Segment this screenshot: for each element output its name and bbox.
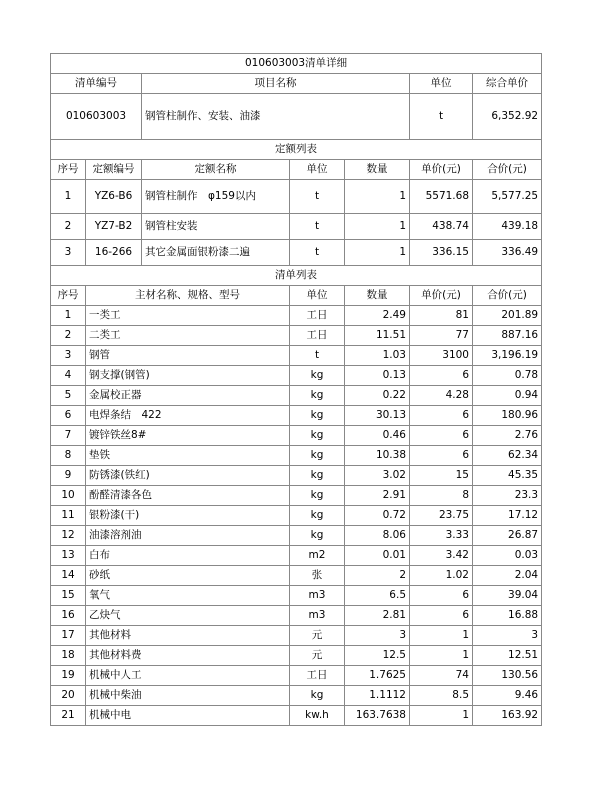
material-row [51, 606, 542, 626]
material-price: 3.42 [410, 546, 473, 566]
quota-qty: 1 [345, 240, 410, 266]
material-no: 9 [51, 466, 86, 486]
bill-unit: t [410, 94, 473, 140]
material-no-header: 序号 [51, 286, 86, 306]
table-title: 010603003清单详细 [51, 54, 542, 74]
material-price: 15 [410, 466, 473, 486]
material-name: 机械中电 [86, 706, 290, 726]
material-row [51, 566, 542, 586]
material-name: 乙炔气 [86, 606, 290, 626]
quota-name: 其它金属面银粉漆二遍 [142, 240, 290, 266]
material-name: 其他材料费 [86, 646, 290, 666]
material-name: 其他材料 [86, 626, 290, 646]
material-no: 2 [51, 326, 86, 346]
material-qty: 6.5 [345, 586, 410, 606]
quota-total-header: 合价(元) [473, 160, 542, 180]
material-total: 16.88 [473, 606, 542, 626]
quota-name-header: 定额名称 [142, 160, 290, 180]
material-name: 机械中人工 [86, 666, 290, 686]
material-no: 1 [51, 306, 86, 326]
quota-price: 438.74 [410, 214, 473, 240]
material-total: 0.94 [473, 386, 542, 406]
material-no: 10 [51, 486, 86, 506]
material-no: 12 [51, 526, 86, 546]
quota-name: 钢管柱安装 [142, 214, 290, 240]
material-unit: m2 [290, 546, 345, 566]
material-total-header: 合价(元) [473, 286, 542, 306]
bill-price-header: 综合单价 [473, 74, 542, 94]
material-name: 砂纸 [86, 566, 290, 586]
material-row [51, 486, 542, 506]
material-name: 镀锌铁丝8# [86, 426, 290, 446]
material-no: 14 [51, 566, 86, 586]
material-total: 0.78 [473, 366, 542, 386]
bill-detail-table [50, 53, 542, 726]
material-unit: m3 [290, 606, 345, 626]
material-qty: 0.13 [345, 366, 410, 386]
material-total: 2.04 [473, 566, 542, 586]
material-no: 5 [51, 386, 86, 406]
material-unit: kg [290, 386, 345, 406]
material-row [51, 626, 542, 646]
material-total: 3,196.19 [473, 346, 542, 366]
quota-unit-header: 单位 [290, 160, 345, 180]
material-no: 13 [51, 546, 86, 566]
material-total: 26.87 [473, 526, 542, 546]
material-no: 3 [51, 346, 86, 366]
material-no: 6 [51, 406, 86, 426]
material-total: 12.51 [473, 646, 542, 666]
material-qty: 10.38 [345, 446, 410, 466]
material-qty: 8.06 [345, 526, 410, 546]
material-unit: kg [290, 506, 345, 526]
quota-total: 439.18 [473, 214, 542, 240]
material-name: 银粉漆(干) [86, 506, 290, 526]
material-no: 11 [51, 506, 86, 526]
material-unit: kg [290, 486, 345, 506]
quota-no: 3 [51, 240, 86, 266]
material-price: 6 [410, 406, 473, 426]
material-qty: 3.02 [345, 466, 410, 486]
material-row [51, 386, 542, 406]
material-row [51, 646, 542, 666]
material-qty: 0.46 [345, 426, 410, 446]
material-no: 21 [51, 706, 86, 726]
quota-code: YZ6-B6 [86, 180, 142, 214]
quota-price-header: 单价(元) [410, 160, 473, 180]
material-qty: 2.81 [345, 606, 410, 626]
bill-price: 6,352.92 [473, 94, 542, 140]
material-qty: 3 [345, 626, 410, 646]
material-price: 6 [410, 606, 473, 626]
material-no: 15 [51, 586, 86, 606]
material-qty: 11.51 [345, 326, 410, 346]
material-total: 3 [473, 626, 542, 646]
quota-unit: t [290, 214, 345, 240]
quota-code: YZ7-B2 [86, 214, 142, 240]
material-total: 45.35 [473, 466, 542, 486]
material-qty: 30.13 [345, 406, 410, 426]
material-no: 20 [51, 686, 86, 706]
material-unit: 工日 [290, 666, 345, 686]
material-no: 18 [51, 646, 86, 666]
quota-unit: t [290, 180, 345, 214]
bill-unit-header: 单位 [410, 74, 473, 94]
material-unit-header: 单位 [290, 286, 345, 306]
material-no: 16 [51, 606, 86, 626]
material-no: 17 [51, 626, 86, 646]
material-section-title: 清单列表 [51, 266, 542, 286]
material-price: 6 [410, 366, 473, 386]
material-price: 6 [410, 446, 473, 466]
material-qty: 0.72 [345, 506, 410, 526]
quota-total: 336.49 [473, 240, 542, 266]
material-unit: kw.h [290, 706, 345, 726]
material-row [51, 426, 542, 446]
material-qty: 2 [345, 566, 410, 586]
material-total: 163.92 [473, 706, 542, 726]
material-unit: kg [290, 446, 345, 466]
material-name: 酚醛清漆各色 [86, 486, 290, 506]
material-total: 887.16 [473, 326, 542, 346]
material-total: 130.56 [473, 666, 542, 686]
material-no: 4 [51, 366, 86, 386]
material-price: 8 [410, 486, 473, 506]
material-total: 201.89 [473, 306, 542, 326]
material-price: 4.28 [410, 386, 473, 406]
material-unit: m3 [290, 586, 345, 606]
material-row [51, 586, 542, 606]
bill-name-header: 项目名称 [142, 74, 410, 94]
material-total: 17.12 [473, 506, 542, 526]
quota-price: 336.15 [410, 240, 473, 266]
material-row [51, 506, 542, 526]
material-total: 0.03 [473, 546, 542, 566]
material-price: 3100 [410, 346, 473, 366]
material-price: 1 [410, 646, 473, 666]
material-qty: 1.7625 [345, 666, 410, 686]
material-qty-header: 数量 [345, 286, 410, 306]
material-qty: 12.5 [345, 646, 410, 666]
material-row [51, 546, 542, 566]
material-name: 电焊条结 422 [86, 406, 290, 426]
material-name: 防锈漆(铁红) [86, 466, 290, 486]
material-price: 23.75 [410, 506, 473, 526]
material-unit: 工日 [290, 326, 345, 346]
material-qty: 1.03 [345, 346, 410, 366]
material-qty: 2.91 [345, 486, 410, 506]
quota-name: 钢管柱制作 φ159以内 [142, 180, 290, 214]
quota-unit: t [290, 240, 345, 266]
material-qty: 0.01 [345, 546, 410, 566]
material-total: 180.96 [473, 406, 542, 426]
material-name: 一类工 [86, 306, 290, 326]
material-no: 19 [51, 666, 86, 686]
material-total: 23.3 [473, 486, 542, 506]
material-total: 62.34 [473, 446, 542, 466]
material-qty: 0.22 [345, 386, 410, 406]
material-price: 74 [410, 666, 473, 686]
material-total: 9.46 [473, 686, 542, 706]
quota-qty: 1 [345, 214, 410, 240]
material-row [51, 466, 542, 486]
material-unit: kg [290, 406, 345, 426]
material-unit: kg [290, 426, 345, 446]
material-price: 6 [410, 586, 473, 606]
material-qty: 2.49 [345, 306, 410, 326]
material-row [51, 446, 542, 466]
material-name: 钢支撑(钢管) [86, 366, 290, 386]
material-unit: 工日 [290, 306, 345, 326]
material-qty: 163.7638 [345, 706, 410, 726]
material-no: 8 [51, 446, 86, 466]
quota-no-header: 序号 [51, 160, 86, 180]
material-price: 1 [410, 626, 473, 646]
material-row [51, 686, 542, 706]
material-unit: kg [290, 526, 345, 546]
material-unit: 张 [290, 566, 345, 586]
quota-qty: 1 [345, 180, 410, 214]
quota-section-title: 定额列表 [51, 140, 542, 160]
material-unit: 元 [290, 646, 345, 666]
material-name: 氧气 [86, 586, 290, 606]
material-name: 垫铁 [86, 446, 290, 466]
material-row [51, 346, 542, 366]
material-price: 3.33 [410, 526, 473, 546]
material-total: 39.04 [473, 586, 542, 606]
material-unit: 元 [290, 626, 345, 646]
material-price-header: 单价(元) [410, 286, 473, 306]
material-row [51, 366, 542, 386]
material-price: 81 [410, 306, 473, 326]
bill-code: 010603003 [51, 94, 142, 140]
quota-code-header: 定额编号 [86, 160, 142, 180]
quota-code: 16-266 [86, 240, 142, 266]
material-price: 1 [410, 706, 473, 726]
bill-code-header: 清单编号 [51, 74, 142, 94]
material-unit: kg [290, 366, 345, 386]
material-row [51, 306, 542, 326]
material-price: 1.02 [410, 566, 473, 586]
quota-qty-header: 数量 [345, 160, 410, 180]
material-name: 金属校正器 [86, 386, 290, 406]
material-name: 白布 [86, 546, 290, 566]
quota-no: 2 [51, 214, 86, 240]
material-row [51, 406, 542, 426]
material-qty: 1.1112 [345, 686, 410, 706]
quota-price: 5571.68 [410, 180, 473, 214]
material-price: 77 [410, 326, 473, 346]
material-unit: kg [290, 686, 345, 706]
quota-total: 5,577.25 [473, 180, 542, 214]
material-price: 8.5 [410, 686, 473, 706]
material-price: 6 [410, 426, 473, 446]
material-name: 机械中柴油 [86, 686, 290, 706]
material-no: 7 [51, 426, 86, 446]
material-name: 钢管 [86, 346, 290, 366]
material-row [51, 706, 542, 726]
material-row [51, 526, 542, 546]
material-row [51, 666, 542, 686]
material-unit: kg [290, 466, 345, 486]
material-name-header: 主材名称、规格、型号 [86, 286, 290, 306]
material-total: 2.76 [473, 426, 542, 446]
material-unit: t [290, 346, 345, 366]
material-name: 油漆溶剂油 [86, 526, 290, 546]
bill-name: 钢管柱制作、安装、油漆 [142, 94, 410, 140]
material-row [51, 326, 542, 346]
material-name: 二类工 [86, 326, 290, 346]
quota-no: 1 [51, 180, 86, 214]
